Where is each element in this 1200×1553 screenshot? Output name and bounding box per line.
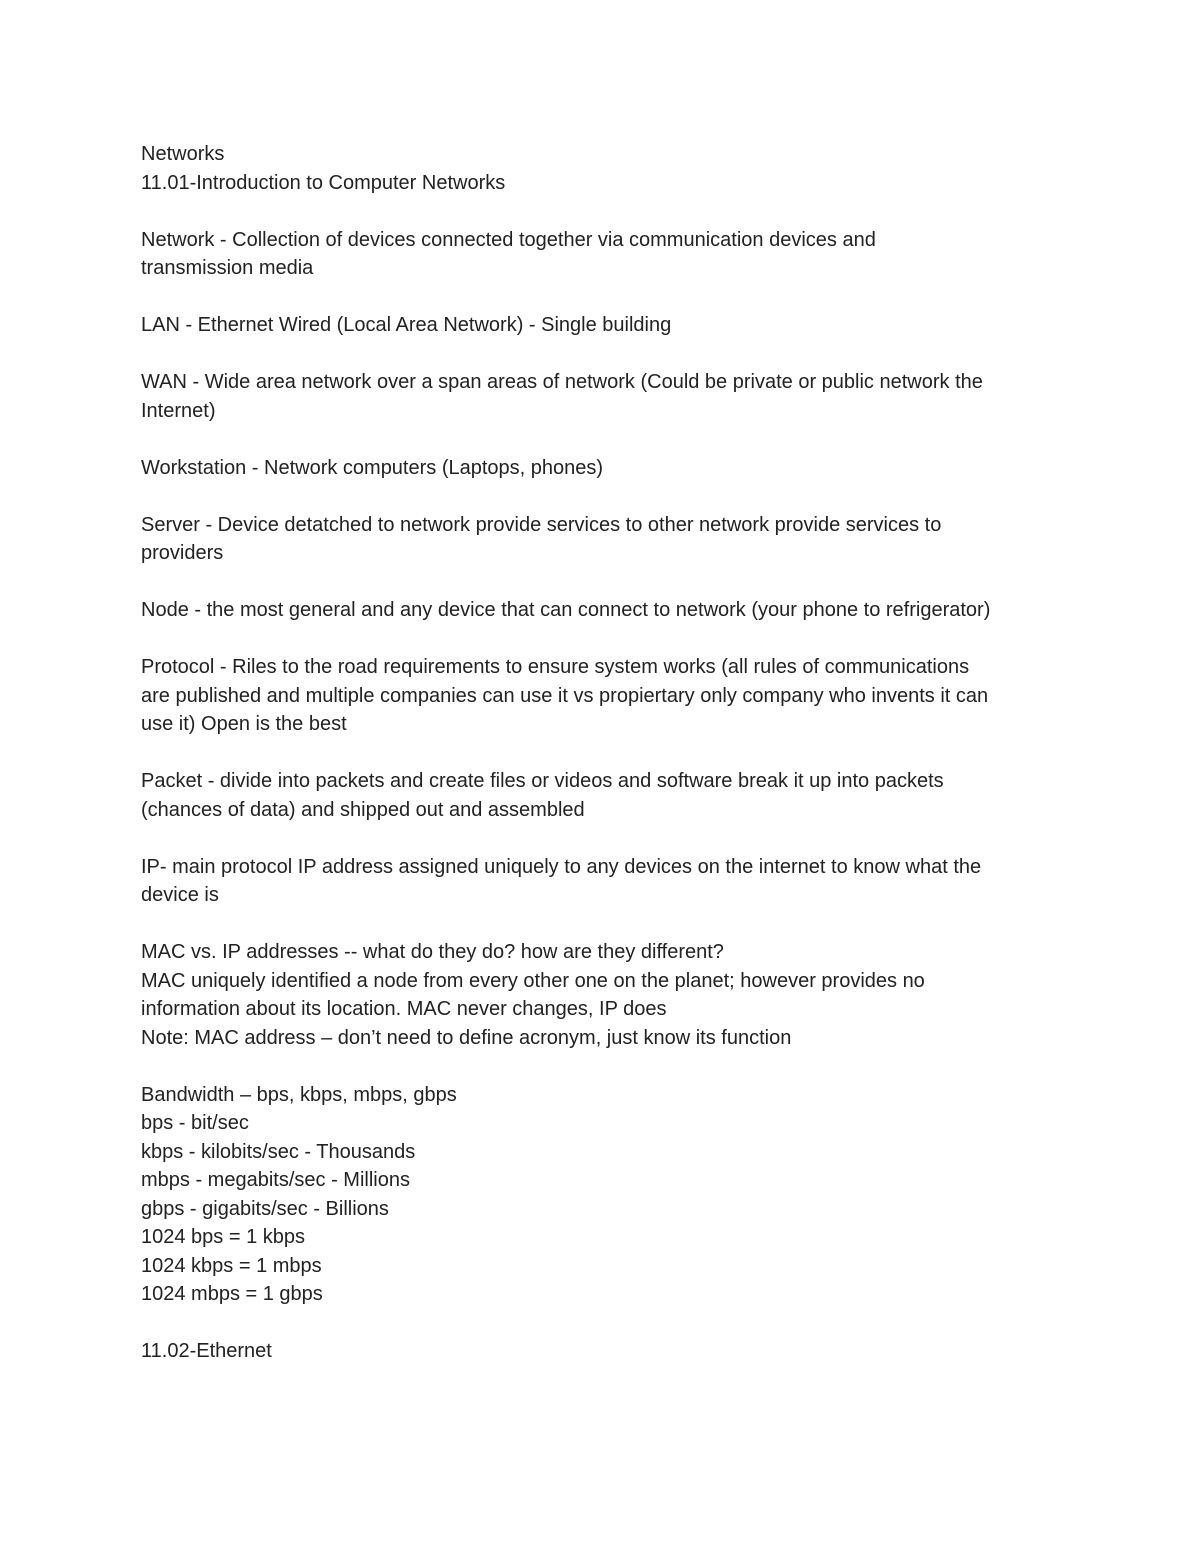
blank-line — [141, 910, 1071, 939]
bandwidth-line: bps - bit/sec — [141, 1112, 249, 1134]
network-definition-line: Network - Collection of devices connected together via communication devices and — [141, 228, 876, 251]
blank-line — [141, 482, 1071, 511]
blank-line — [141, 340, 1071, 369]
mac-ip-note: Note: MAC address – don’t need to define acronym, just know its function — [141, 1026, 792, 1049]
ip-definition-line: IP- main protocol IP address assigned uniquely to any devices on the internet to know what the — [141, 855, 982, 878]
bandwidth-line: gbps - gigabits/sec - Billions — [141, 1197, 389, 1220]
bandwidth-line: kbps - kilobits/sec - Thousands — [141, 1140, 416, 1163]
blank-line — [141, 739, 1071, 768]
blank-line — [141, 1309, 1071, 1338]
blank-line — [141, 568, 1071, 597]
bandwidth-line: 1024 bps = 1 kbps — [141, 1226, 306, 1248]
blank-line — [141, 197, 1071, 226]
bandwidth-line: mbps - megabits/sec - Millions — [141, 1169, 410, 1191]
lan-definition: LAN - Ethernet Wired (Local Area Network) - Single building — [141, 314, 672, 336]
section-heading: 11.02-Ethernet — [141, 1340, 272, 1362]
protocol-definition-line: are published and multiple companies can use it vs propiertary only company who invents it can — [141, 684, 989, 707]
bandwidth-line: 1024 mbps = 1 gbps — [141, 1283, 323, 1305]
workstation-definition: Workstation - Network computers (Laptops, phones) — [141, 456, 604, 479]
document-body — [141, 140, 1071, 1366]
blank-line — [141, 625, 1071, 654]
node-definition: Node - the most general and any device that can connect to network (your phone to refrigerator) — [141, 599, 991, 621]
mac-ip-line: information about its location. MAC never changes, IP does — [141, 998, 667, 1020]
document-title: Networks — [141, 143, 225, 165]
blank-line — [141, 824, 1071, 853]
mac-ip-line: MAC vs. IP addresses -- what do they do? how are they different? — [141, 941, 724, 963]
protocol-definition-line: use it) Open is the best — [141, 713, 347, 735]
bandwidth-line: 1024 kbps = 1 mbps — [141, 1254, 322, 1277]
server-definition-line: Server - Device detatched to network provide services to other network provide services to — [141, 513, 942, 536]
wan-definition-line: WAN - Wide area network over a span areas of network (Could be private or public network the — [141, 371, 983, 393]
mac-ip-line: MAC uniquely identified a node from every other one on the planet; however provides no — [141, 969, 925, 992]
protocol-definition-line: Protocol - Riles to the road requirements to ensure system works (all rules of communications — [141, 656, 970, 678]
wan-definition-line: Internet) — [141, 399, 216, 422]
packet-definition-line: (chances of data) and shipped out and assembled — [141, 798, 585, 821]
network-definition-line: transmission media — [141, 257, 314, 279]
server-definition-line: providers — [141, 542, 224, 564]
packet-definition-line: Packet - divide into packets and create files or videos and software break it up into packets — [141, 770, 944, 792]
section-heading: 11.01-Introduction to Computer Networks — [141, 171, 506, 194]
blank-line — [141, 283, 1071, 312]
bandwidth-line: Bandwidth – bps, kbps, mbps, gbps — [141, 1083, 457, 1106]
blank-line — [141, 1052, 1071, 1081]
ip-definition-line: device is — [141, 884, 219, 906]
blank-line — [141, 425, 1071, 454]
